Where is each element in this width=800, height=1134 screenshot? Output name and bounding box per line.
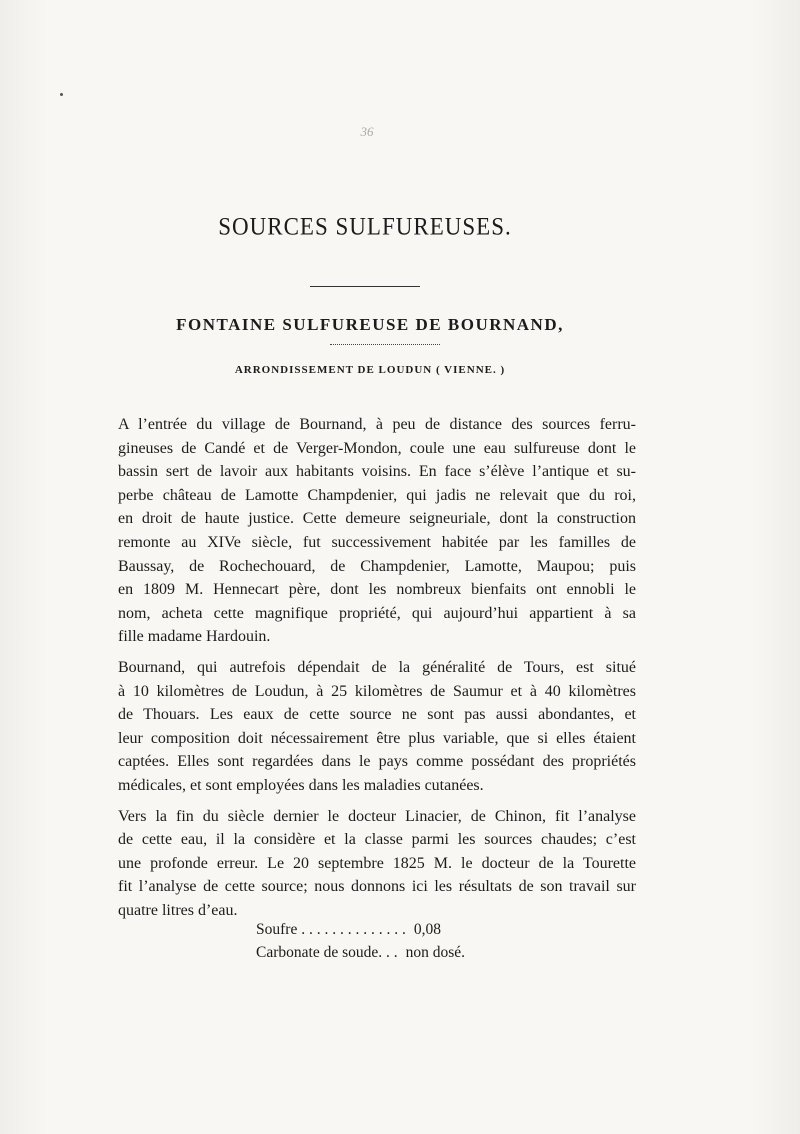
text-line: captées. Elles sont regardées dans le pays comme possédant des propriétés [118,753,636,771]
body-text [96,413,636,929]
text-line: remonte au XIVe siècle, fut successivement habitée par les familles de [118,533,636,551]
text-line: nom, acheta cette magnifique propriété, qui aujourd’hui appartient à sa [118,604,636,622]
text-line: perbe château de Lamotte Champdenier, qui jadis ne relevait que du roi, [118,486,636,504]
text-line: leur composition doit nécessairement être plus variable, que si elles étaient [118,729,636,747]
analysis-table [256,918,556,964]
analysis-row [256,918,556,941]
text-line: à 10 kilomètres de Loudun, à 25 kilomètres de Saumur et à 40 kilomètres [118,682,636,700]
text-line: bassin sert de lavoir aux habitants voisins. En face s’élève l’antique et su- [118,463,636,481]
analysis-value: 0,08 [413,921,441,938]
text-line: gineuses de Candé et de Verger-Mondon, coule une eau sulfureuse dont le [118,439,636,457]
text-line: quatre litres d’eau. [118,901,238,919]
analysis-label: Soufre . . . . . . . . . . . . . . [256,921,406,938]
paragraph [96,413,636,649]
ink-speck [60,93,63,96]
text-line: Bournand, qui autrefois dépendait de la généralité de Tours, est situé [118,658,636,676]
section-title: SOURCES SULFUREUSES. [218,212,512,241]
text-line: fille madame Hardouin. [118,628,271,646]
text-line: Vers la fin du siècle dernier le docteur Linacier, de Chinon, fit l’analyse [118,807,636,825]
analysis-row [256,941,556,964]
paragraph [96,656,636,798]
title-rule [310,286,420,287]
text-line: A l’entrée du village de Bournand, à peu de distance des sources ferru- [118,416,636,433]
district-line: ARRONDISSEMENT DE LOUDUN ( VIENNE. ) [234,364,506,376]
paragraph [96,805,636,923]
text-line: Baussay, de Rochechouard, de Champdenier, Lamotte, Maupou; puis [118,557,636,575]
text-line: en droit de haute justice. Cette demeure seigneuriale, dont la construction [118,510,636,528]
text-line: de Thouars. Les eaux de cette source ne sont pas aussi abondantes, et [118,706,636,724]
text-line: médicales, et sont employées dans les maladies cutanées. [118,776,484,794]
analysis-value: non dosé. [405,944,466,961]
text-line: fit l’analyse de cette source; nous donnons ici les résultats de son travail sur [118,878,636,896]
text-line: en 1809 M. Hennecart père, dont les nombreux bienfaits ont ennobli le [118,581,636,599]
text-line: de cette eau, il la considère et la classe parmi les sources chaudes; c’est [118,831,636,849]
text-line: une profonde erreur. Le 20 septembre 1825 M. le docteur de la Tourette [118,854,636,872]
analysis-label: Carbonate de soude. . . [256,944,398,961]
spring-heading: FONTAINE SULFUREUSE DE BOURNAND, [176,315,564,334]
dotted-rule [330,344,440,345]
page-number: 36 [360,124,374,139]
